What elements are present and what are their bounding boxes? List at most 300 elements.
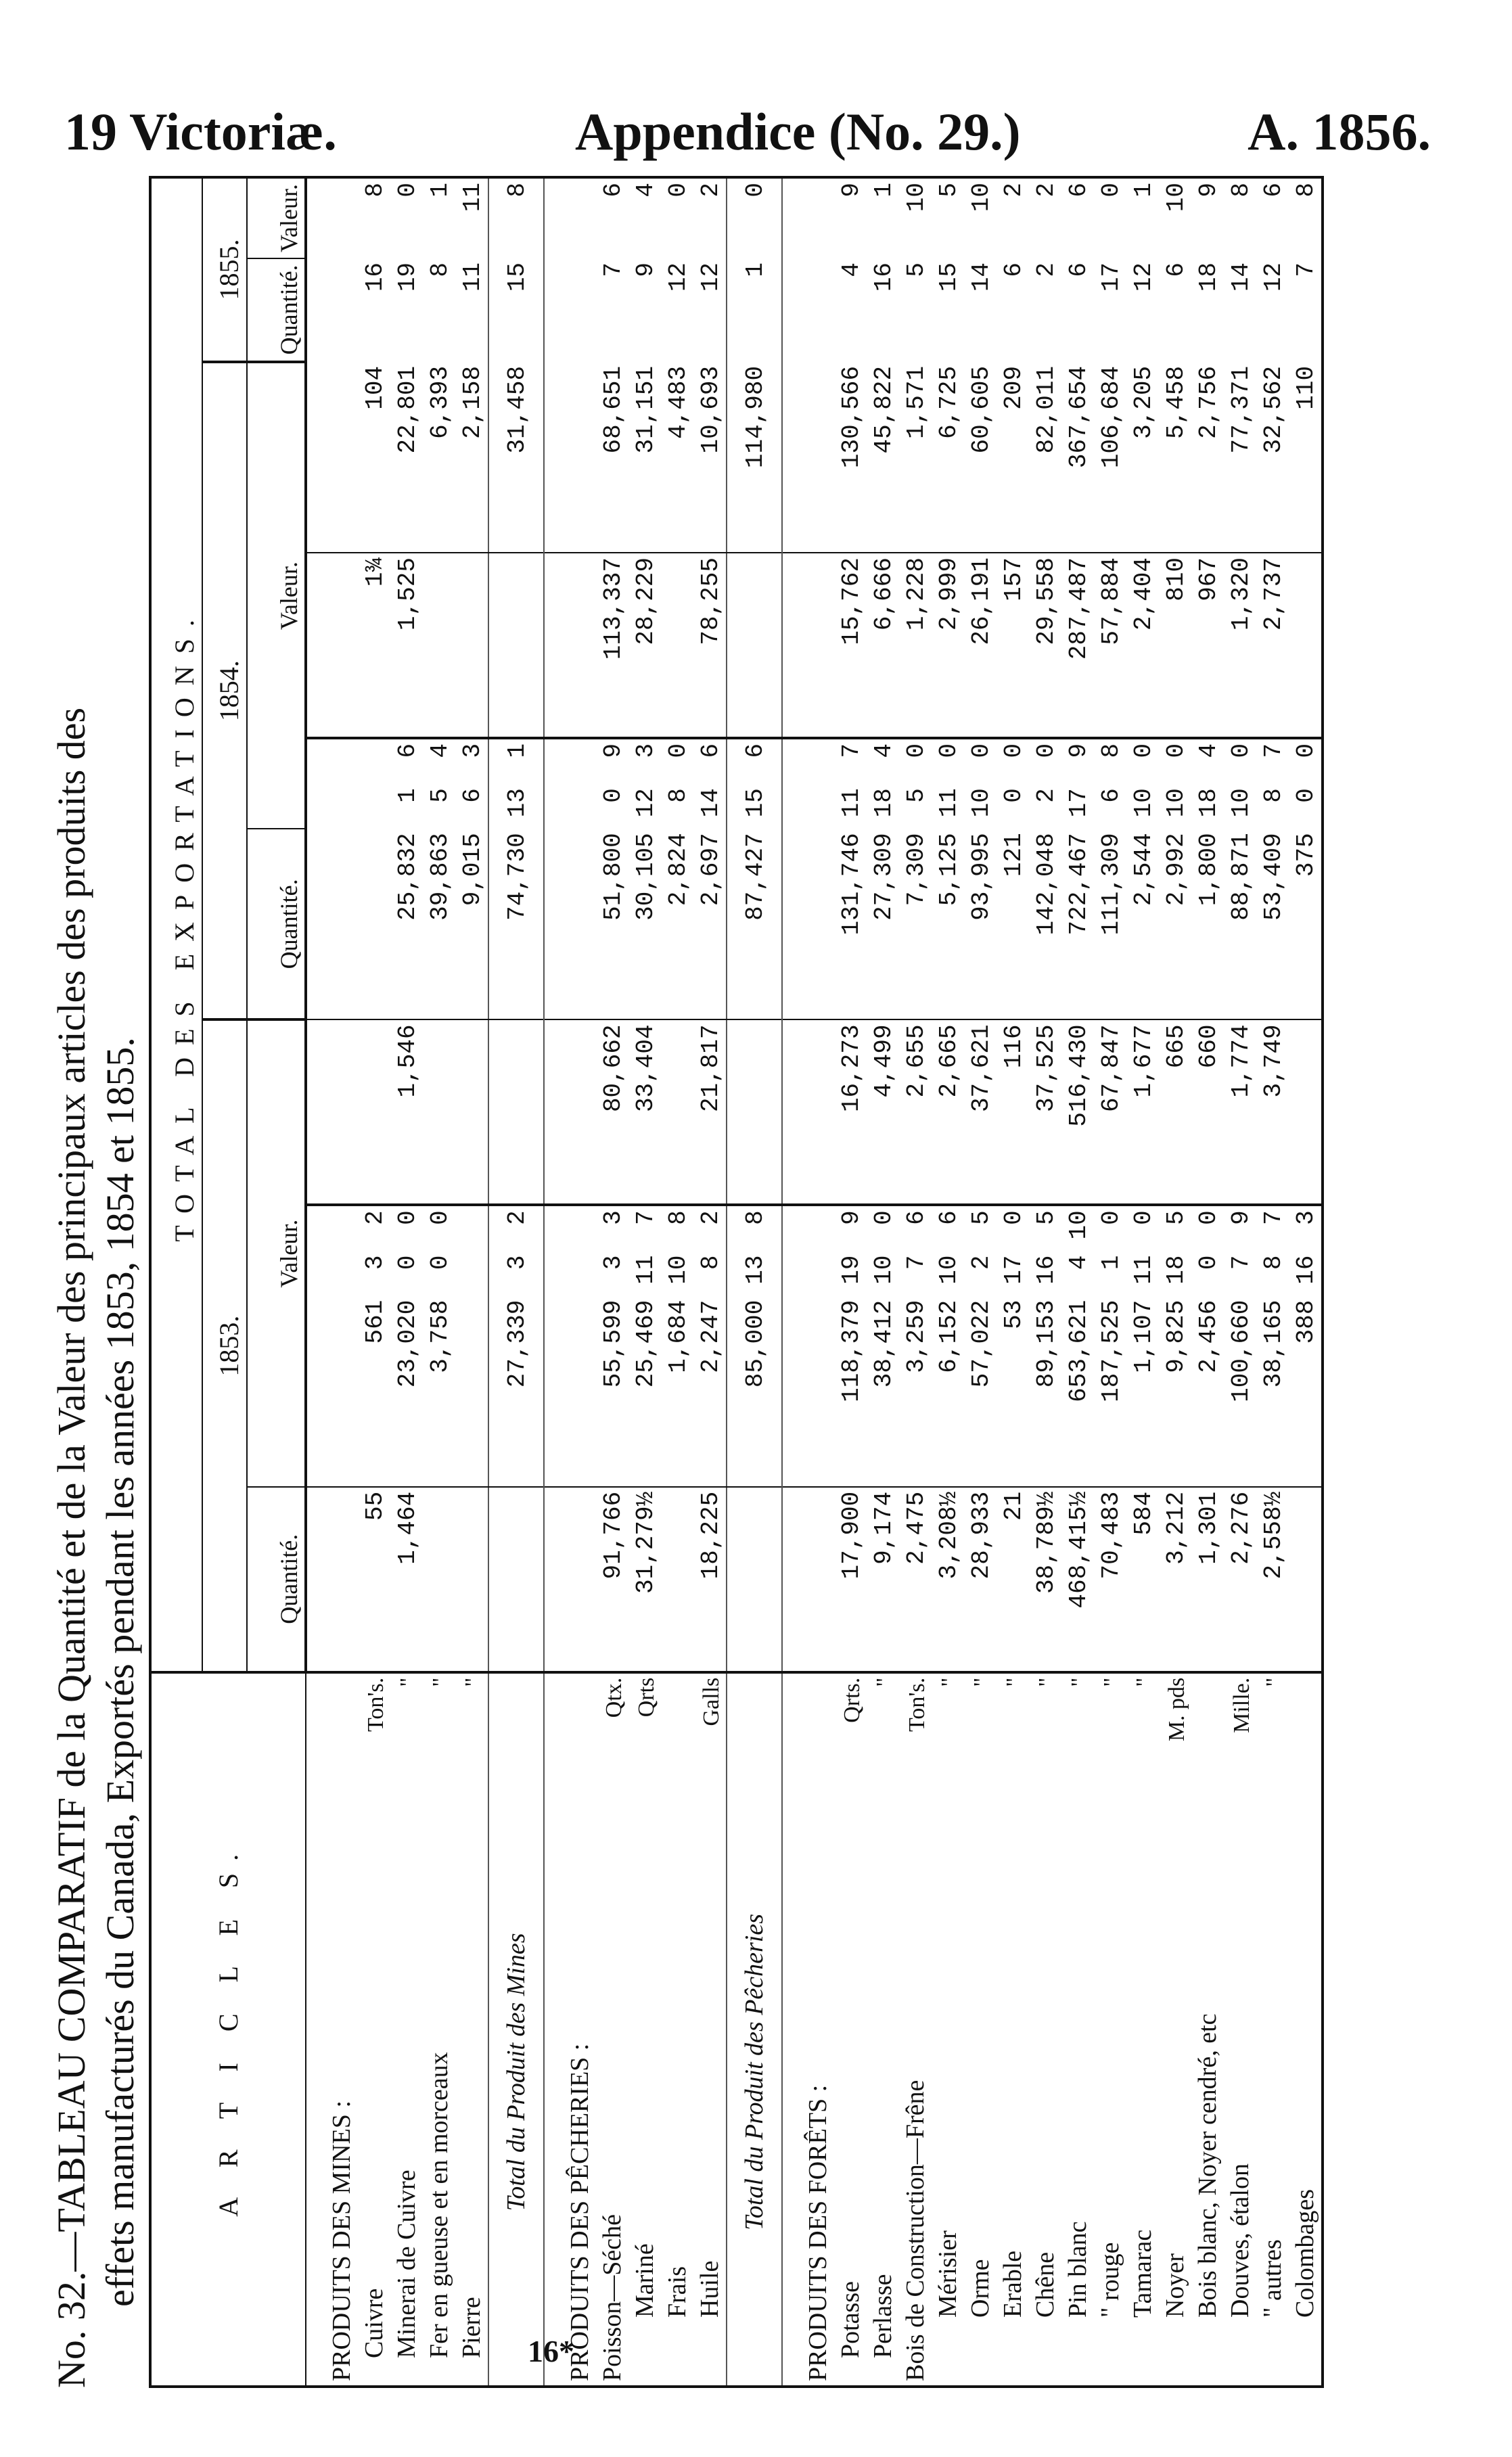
- value-pounds-cell: 55,599: [596, 1296, 628, 1487]
- quantity-cell: [544, 1487, 596, 1672]
- quantity-cell: [423, 1487, 455, 1672]
- value-shillings-cell: [306, 784, 358, 829]
- value-pounds-cell: 3,205: [1126, 362, 1159, 553]
- value-pounds-cell: [544, 362, 596, 553]
- value-pounds-cell: 88,871: [1224, 829, 1256, 1019]
- value-pounds-cell: 32,562: [1256, 362, 1289, 553]
- value-pounds-cell: 209: [996, 362, 1029, 553]
- value-pounds-cell: 2,824: [661, 829, 693, 1019]
- article-label: PRODUITS DES MINES :: [327, 2100, 356, 2381]
- unit-label: ": [428, 1677, 453, 1687]
- value-pence-cell: 7: [632, 1210, 660, 1225]
- value-shillings-cell: [544, 258, 596, 362]
- quantity-cell: [455, 1487, 488, 1672]
- value-shillings-cell: 10: [870, 1255, 898, 1285]
- col-header-quantite: Quantité.: [247, 258, 306, 362]
- value-pounds-cell: 2,456: [1191, 1296, 1224, 1487]
- value-pounds-cell: 1,107: [1126, 1296, 1159, 1487]
- value-shillings-cell: 7: [599, 262, 627, 277]
- value-pounds-cell: 5,125: [932, 829, 964, 1019]
- quantity-cell: 2,558½: [1256, 1487, 1289, 1672]
- total-row: [727, 177, 782, 2387]
- unit-label: Qrts: [634, 1677, 659, 1718]
- quantity-cell: 1,525: [390, 553, 423, 738]
- table-row: [693, 177, 727, 2387]
- value-shillings-cell: 17: [1097, 262, 1125, 292]
- value-pence-cell: 0: [1032, 743, 1060, 758]
- header-year: A. 1856.: [1247, 102, 1431, 161]
- value-pounds-cell: 85,000: [727, 1296, 782, 1487]
- value-pence-cell: 2: [697, 183, 725, 198]
- value-pence-cell: 8: [1097, 743, 1125, 758]
- value-shillings-cell: 4: [838, 262, 865, 277]
- value-shillings-cell: 6: [1097, 788, 1125, 803]
- table-row: [423, 177, 455, 2387]
- article-label: Perlasse: [869, 2274, 897, 2358]
- value-pence-cell: 4: [426, 743, 454, 758]
- value-shillings-cell: 2: [967, 1255, 995, 1270]
- quantity-cell: 2,475: [899, 1487, 932, 1672]
- value-pounds-cell: 25,832: [390, 829, 423, 1019]
- value-pounds-cell: 51,800: [596, 829, 628, 1019]
- value-shillings-cell: [782, 784, 834, 829]
- value-shillings-cell: 0: [599, 788, 627, 803]
- col-header-quantite: Quantité.: [247, 829, 306, 1019]
- value-shillings-cell: 3: [599, 1255, 627, 1270]
- value-shillings-cell: 2: [1032, 262, 1060, 277]
- quantity-cell: 516,430: [1061, 1019, 1094, 1205]
- value-pounds-cell: 57,022: [964, 1296, 996, 1487]
- value-shillings-cell: 8: [664, 788, 692, 803]
- unit-label: Mille.: [1229, 1677, 1254, 1733]
- unit-label: [306, 1672, 358, 1759]
- value-pounds-cell: 39,863: [423, 829, 455, 1019]
- unit-label: [544, 1672, 596, 1759]
- value-pence-cell: 7: [1260, 1210, 1287, 1225]
- article-label: " autres: [1258, 2239, 1287, 2318]
- value-pence-cell: 3: [599, 1210, 627, 1225]
- quantity-cell: [1289, 1487, 1323, 1672]
- value-shillings-cell: 8: [1260, 1255, 1287, 1270]
- unit-label: ": [396, 1677, 421, 1687]
- unit-label: [782, 1672, 834, 1759]
- quantity-cell: 584: [1126, 1487, 1159, 1672]
- quantity-cell: 16,273: [834, 1019, 867, 1205]
- quantity-cell: 468,415½: [1061, 1487, 1094, 1672]
- value-pounds-cell: 2,158: [455, 362, 488, 553]
- value-pounds-cell: 74,730: [488, 829, 544, 1019]
- table-row: [932, 177, 964, 2387]
- value-pence-cell: 2: [697, 1210, 725, 1225]
- value-pence-cell: 9: [838, 183, 865, 198]
- value-pence-cell: 6: [1065, 183, 1093, 198]
- table-row: [834, 177, 867, 2387]
- value-pence-cell: 2: [488, 1205, 544, 1251]
- value-pounds-cell: 38,165: [1256, 1296, 1289, 1487]
- value-pounds-cell: 6,725: [932, 362, 964, 553]
- table-body: [306, 177, 1323, 2387]
- value-pence-cell: 0: [1130, 743, 1158, 758]
- value-pounds-cell: 53: [996, 1296, 1029, 1487]
- unit-label: Qtx.: [601, 1677, 626, 1718]
- value-shillings-cell: 16: [870, 262, 898, 292]
- col-header-valeur: Valeur.: [247, 1019, 306, 1486]
- article-label: Erable: [999, 2250, 1027, 2318]
- quantity-cell: 4,499: [867, 1019, 899, 1205]
- article-label: Poisson—Séché: [598, 2214, 626, 2381]
- value-shillings-cell: [358, 784, 390, 829]
- quantity-cell: 2,665: [932, 1019, 964, 1205]
- value-pounds-cell: 106,684: [1094, 362, 1126, 553]
- unit-label: Galls: [699, 1677, 724, 1726]
- value-pence-cell: 6: [727, 738, 782, 784]
- value-pence-cell: 0: [1162, 743, 1190, 758]
- article-label: Bois de Construction—Frêne: [901, 2080, 930, 2381]
- table-row: [390, 177, 423, 2387]
- value-pounds-cell: 1,800: [1191, 829, 1224, 1019]
- quantity-cell: 21,817: [693, 1019, 727, 1205]
- value-pounds-cell: 104: [358, 362, 390, 553]
- quantity-cell: 113,337: [596, 553, 628, 738]
- quantity-cell: [661, 1487, 693, 1672]
- value-pence-cell: 10: [902, 183, 930, 212]
- quantity-cell: 31,279½: [628, 1487, 661, 1672]
- value-pence-cell: 1: [426, 183, 454, 198]
- table-row: [867, 177, 899, 2387]
- article-label: Orme: [966, 2259, 994, 2318]
- quantity-cell: [423, 1019, 455, 1205]
- value-pounds-cell: 722,467: [1061, 829, 1094, 1019]
- value-shillings-cell: [306, 258, 358, 362]
- unit-label: Ton's.: [363, 1677, 388, 1732]
- value-pence-cell: 5: [1032, 1210, 1060, 1225]
- value-shillings-cell: 15: [727, 784, 782, 829]
- quantity-cell: [661, 1019, 693, 1205]
- value-pence-cell: 5: [967, 1210, 995, 1225]
- table-row: [1224, 177, 1256, 2387]
- quantity-cell: 3,212: [1159, 1487, 1191, 1672]
- quantity-cell: 116: [996, 1019, 1029, 1205]
- value-pounds-cell: [544, 829, 596, 1019]
- quantity-cell: 29,558: [1029, 553, 1061, 738]
- value-pence-cell: 4: [1195, 743, 1222, 758]
- quantity-cell: [306, 1487, 358, 1672]
- value-pounds-cell: 187,525: [1094, 1296, 1126, 1487]
- col-header-year-1855: 1855.: [202, 177, 247, 362]
- value-shillings-cell: 6: [1000, 262, 1028, 277]
- value-shillings-cell: 10: [1130, 788, 1158, 818]
- value-shillings-cell: 13: [488, 784, 544, 829]
- value-shillings-cell: 19: [394, 262, 421, 292]
- article-label: Huile: [695, 2260, 724, 2318]
- value-shillings-cell: 10: [1227, 788, 1255, 818]
- value-shillings-cell: 14: [697, 788, 725, 818]
- article-label: Total du Produit des Pêcheries: [727, 1759, 782, 2387]
- value-pounds-cell: 9,015: [455, 829, 488, 1019]
- header-appendix: Appendice (No. 29.): [575, 102, 1021, 161]
- value-pence-cell: 2: [1032, 183, 1060, 198]
- value-pounds-cell: 10,693: [693, 362, 727, 553]
- value-shillings-cell: 15: [935, 262, 963, 292]
- value-shillings-cell: 12: [1130, 262, 1158, 292]
- table-row: [1289, 177, 1323, 2387]
- value-shillings-cell: 1: [394, 788, 421, 803]
- value-pounds-cell: 25,469: [628, 1296, 661, 1487]
- value-pence-cell: 0: [1097, 183, 1125, 198]
- value-shillings-cell: 5: [426, 788, 454, 803]
- article-label: Cuivre: [360, 2288, 388, 2358]
- value-pence-cell: 0: [394, 183, 421, 198]
- value-pounds-cell: 3,259: [899, 1296, 932, 1487]
- value-shillings-cell: 8: [426, 262, 454, 277]
- value-pence-cell: 10: [967, 183, 995, 212]
- value-shillings-cell: 3: [488, 1252, 544, 1296]
- quantity-cell: 157: [996, 553, 1029, 738]
- value-pounds-cell: 118,379: [834, 1296, 867, 1487]
- table-row: [964, 177, 996, 2387]
- exports-table: [149, 176, 1324, 2388]
- col-header-total: TOTAL DES EXPORTATIONS.: [150, 177, 202, 1672]
- unit-label: ": [872, 1677, 897, 1687]
- value-pounds-cell: 82,011: [1029, 362, 1061, 553]
- value-shillings-cell: 7: [1227, 1255, 1255, 1270]
- value-pounds-cell: 27,339: [488, 1296, 544, 1487]
- value-pence-cell: 9: [599, 743, 627, 758]
- value-pence-cell: [455, 1205, 488, 1251]
- value-pence-cell: 0: [1000, 743, 1028, 758]
- unit-label: [661, 1672, 693, 1759]
- value-pence-cell: 10: [1065, 1210, 1093, 1240]
- value-pounds-cell: 388: [1289, 1296, 1323, 1487]
- value-pence-cell: 7: [838, 743, 865, 758]
- value-pounds-cell: 2,756: [1191, 362, 1224, 553]
- value-pence-cell: 5: [935, 183, 963, 198]
- value-pence-cell: 0: [1000, 1210, 1028, 1225]
- quantity-cell: [455, 553, 488, 738]
- quantity-cell: 17,900: [834, 1487, 867, 1672]
- quantity-cell: [544, 553, 596, 738]
- value-shillings-cell: [782, 258, 834, 362]
- table-row: [1029, 177, 1061, 2387]
- unit-label: ": [969, 1677, 994, 1687]
- value-shillings-cell: 10: [935, 1255, 963, 1285]
- quantity-cell: [782, 1487, 834, 1672]
- article-label: Total du Produit des Mines: [488, 1759, 544, 2387]
- total-row: [488, 177, 544, 2387]
- quantity-cell: [423, 553, 455, 738]
- value-pounds-cell: 131,746: [834, 829, 867, 1019]
- quantity-cell: 2,276: [1224, 1487, 1256, 1672]
- article-label: Noyer: [1161, 2253, 1189, 2318]
- value-shillings-cell: 5: [902, 788, 930, 803]
- value-pounds-cell: 2,247: [693, 1296, 727, 1487]
- value-pence-cell: 3: [1292, 1210, 1320, 1225]
- quantity-cell: 1,228: [899, 553, 932, 738]
- value-shillings-cell: 16: [361, 262, 389, 292]
- quantity-cell: 1¾: [358, 553, 390, 738]
- quantity-cell: 6,666: [867, 553, 899, 738]
- value-pounds-cell: 110: [1289, 362, 1323, 553]
- quantity-cell: [782, 553, 834, 738]
- value-pence-cell: [544, 738, 596, 784]
- value-pounds-cell: 5,458: [1159, 362, 1191, 553]
- value-pounds-cell: 3,758: [423, 1296, 455, 1487]
- quantity-cell: 33,404: [628, 1019, 661, 1205]
- table-row: [899, 177, 932, 2387]
- article-label: PRODUITS DES FORÊTS :: [804, 2084, 832, 2381]
- article-label: PRODUITS DES PÊCHERIES :: [566, 2043, 594, 2381]
- value-pounds-cell: 87,427: [727, 829, 782, 1019]
- value-pence-cell: 9: [1195, 183, 1222, 198]
- quantity-cell: 1,464: [390, 1487, 423, 1672]
- col-header-articles: A R T I C L E S.: [150, 1672, 306, 2387]
- value-shillings-cell: 11: [935, 788, 963, 818]
- value-pounds-cell: 1,684: [661, 1296, 693, 1487]
- value-pence-cell: 11: [459, 183, 486, 212]
- value-pounds-cell: [358, 829, 390, 1019]
- value-pence-cell: 8: [488, 177, 544, 258]
- value-shillings-cell: 18: [1195, 262, 1222, 292]
- col-header-quantite: Quantité.: [247, 1487, 306, 1672]
- value-pence-cell: 9: [838, 1210, 865, 1225]
- quantity-cell: [661, 553, 693, 738]
- value-pounds-cell: [782, 829, 834, 1019]
- value-pounds-cell: 9,825: [1159, 1296, 1191, 1487]
- page-number: 16*: [528, 2334, 574, 2368]
- value-pence-cell: [358, 738, 390, 784]
- value-pence-cell: 5: [1162, 1210, 1190, 1225]
- quantity-cell: [727, 553, 782, 738]
- quantity-cell: [1289, 553, 1323, 738]
- unit-label: ": [937, 1677, 962, 1687]
- value-shillings-cell: 0: [426, 1255, 454, 1270]
- table-row: [1061, 177, 1094, 2387]
- value-pence-cell: 9: [1065, 743, 1093, 758]
- value-pounds-cell: [544, 1296, 596, 1487]
- value-pounds-cell: 7,309: [899, 829, 932, 1019]
- value-pence-cell: 0: [727, 177, 782, 258]
- value-pence-cell: 10: [1162, 183, 1190, 212]
- value-pence-cell: [782, 1205, 834, 1251]
- value-shillings-cell: 1: [727, 258, 782, 362]
- value-pounds-cell: 22,801: [390, 362, 423, 553]
- value-pounds-cell: 121: [996, 829, 1029, 1019]
- value-pence-cell: 2: [1000, 183, 1028, 198]
- quantity-cell: [488, 553, 544, 738]
- value-pence-cell: 0: [1195, 1210, 1222, 1225]
- value-pounds-cell: [782, 362, 834, 553]
- title-line-2: effets manufacturés du Canada, Exportés pendant les années 1853, 1854 et 1855.: [98, 1037, 142, 2307]
- quantity-cell: [306, 1019, 358, 1205]
- quantity-cell: 55: [358, 1487, 390, 1672]
- value-pence-cell: 9: [1227, 1210, 1255, 1225]
- quantity-cell: 28,933: [964, 1487, 996, 1672]
- unit-label: Ton's.: [904, 1677, 930, 1732]
- value-shillings-cell: 6: [1162, 262, 1190, 277]
- value-pence-cell: 8: [664, 1210, 692, 1225]
- value-pence-cell: 0: [664, 743, 692, 758]
- value-pounds-cell: 2,697: [693, 829, 727, 1019]
- section-row: [544, 177, 596, 2387]
- quantity-cell: 665: [1159, 1019, 1191, 1205]
- value-pounds-cell: 30,105: [628, 829, 661, 1019]
- value-shillings-cell: 11: [838, 788, 865, 818]
- table-row: [1256, 177, 1289, 2387]
- quantity-cell: 15,762: [834, 553, 867, 738]
- value-shillings-cell: 1: [1097, 1255, 1125, 1270]
- value-shillings-cell: 14: [1227, 262, 1255, 292]
- article-label: Mérisier: [934, 2230, 962, 2318]
- value-pounds-cell: 142,048: [1029, 829, 1061, 1019]
- value-shillings-cell: 12: [1260, 262, 1287, 292]
- value-pounds-cell: 77,371: [1224, 362, 1256, 553]
- value-shillings-cell: 0: [1000, 788, 1028, 803]
- value-pence-cell: 2: [361, 1210, 389, 1225]
- article-label: Colombages: [1291, 2189, 1319, 2318]
- quantity-cell: 57,884: [1094, 553, 1126, 738]
- value-pence-cell: [306, 177, 358, 258]
- value-shillings-cell: [544, 784, 596, 829]
- rotated-table-page: [47, 176, 1468, 2388]
- value-pence-cell: 6: [902, 1210, 930, 1225]
- article-label: Fer en gueuse et en morceaux: [425, 2052, 453, 2358]
- value-pounds-cell: 27,309: [867, 829, 899, 1019]
- value-pence-cell: 8: [361, 183, 389, 198]
- value-shillings-cell: 11: [632, 1255, 660, 1285]
- value-shillings-cell: 5: [902, 262, 930, 277]
- unit-label: M. pds: [1164, 1677, 1189, 1742]
- quantity-cell: 28,229: [628, 553, 661, 738]
- table-row: [596, 177, 628, 2387]
- value-pounds-cell: 114,980: [727, 362, 782, 553]
- section-row: [306, 177, 358, 2387]
- value-pounds-cell: 4,483: [661, 362, 693, 553]
- article-label: Bois blanc, Noyer cendré, etc: [1193, 2013, 1222, 2318]
- value-pounds-cell: [782, 1296, 834, 1487]
- article-label: Pin blanc: [1063, 2221, 1092, 2318]
- value-shillings-cell: 16: [1032, 1255, 1060, 1285]
- value-pounds-cell: 23,020: [390, 1296, 423, 1487]
- quantity-cell: [455, 1019, 488, 1205]
- quantity-cell: 21: [996, 1487, 1029, 1672]
- value-pence-cell: 0: [1130, 1210, 1158, 1225]
- value-pounds-cell: 2,544: [1126, 829, 1159, 1019]
- value-shillings-cell: [306, 1252, 358, 1296]
- value-pence-cell: 6: [599, 183, 627, 198]
- value-pounds-cell: 6,152: [932, 1296, 964, 1487]
- value-pounds-cell: [306, 362, 358, 553]
- value-shillings-cell: 17: [1000, 1255, 1028, 1285]
- quantity-cell: 967: [1191, 553, 1224, 738]
- value-shillings-cell: 11: [459, 262, 486, 292]
- unit-label: [727, 1672, 782, 1759]
- value-pounds-cell: 6,393: [423, 362, 455, 553]
- value-pence-cell: 0: [902, 743, 930, 758]
- col-header-valeur: Valeur.: [247, 362, 306, 829]
- value-pence-cell: 3: [459, 743, 486, 758]
- value-pounds-cell: 653,621: [1061, 1296, 1094, 1487]
- quantity-cell: [488, 1487, 544, 1672]
- value-shillings-cell: [544, 1252, 596, 1296]
- article-label: Minerai de Cuivre: [392, 2169, 421, 2358]
- value-shillings-cell: [782, 1252, 834, 1296]
- article-label: Douves, étalon: [1226, 2163, 1254, 2318]
- value-shillings-cell: 19: [838, 1255, 865, 1285]
- value-pence-cell: [544, 177, 596, 258]
- value-shillings-cell: 7: [902, 1255, 930, 1270]
- value-shillings-cell: 15: [488, 258, 544, 362]
- value-pence-cell: 6: [1260, 183, 1287, 198]
